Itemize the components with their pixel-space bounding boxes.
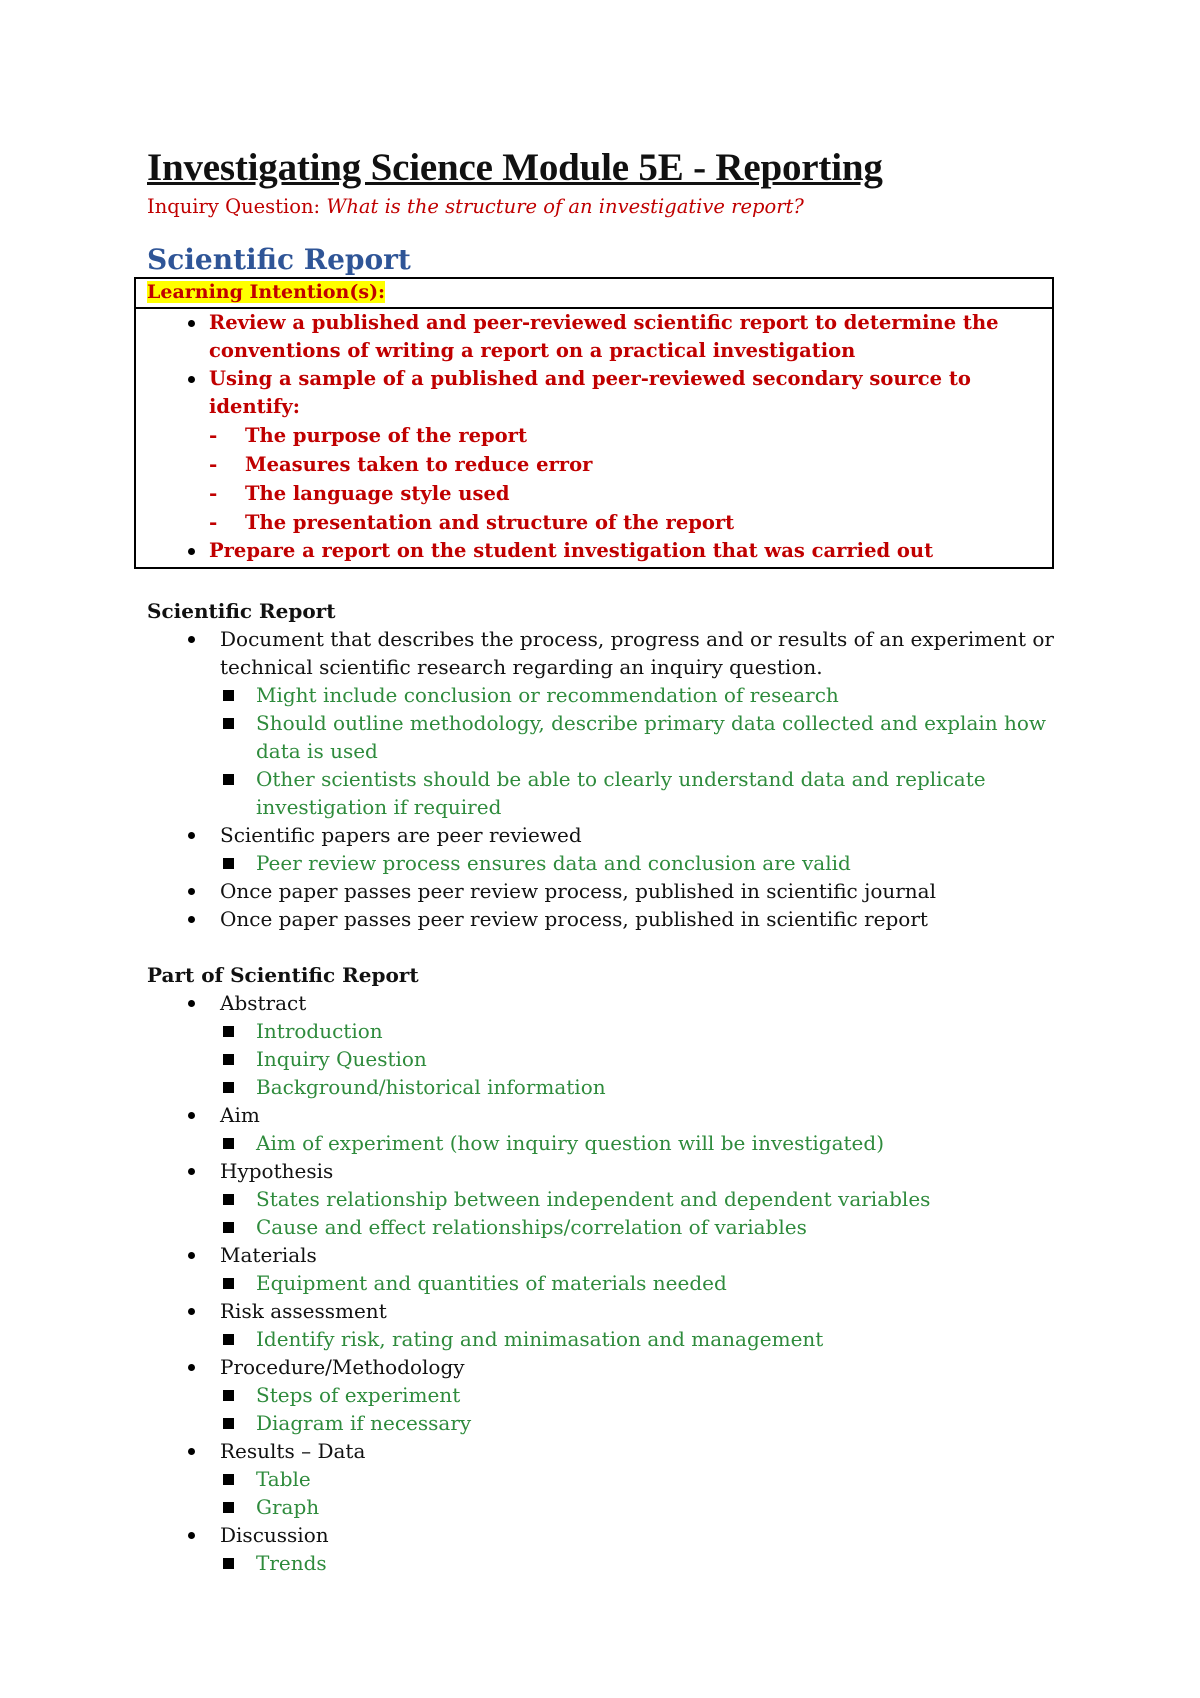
sub-list-item: Diagram if necessary — [220, 1409, 1057, 1437]
bullet-icon — [188, 1168, 195, 1175]
square-bullet-icon — [223, 690, 234, 701]
square-bullet-icon — [223, 1334, 234, 1345]
sub-list-item: Steps of experiment — [220, 1381, 1057, 1409]
square-bullet-icon — [223, 1222, 234, 1233]
scientific-report-heading: Scientific Report — [147, 598, 336, 623]
sub-list-item: Background/historical information — [220, 1073, 1057, 1101]
sub-list — [209, 421, 1052, 537]
sub-list — [220, 1465, 1057, 1521]
dash-icon: - — [209, 480, 218, 505]
sub-list-item: Peer review process ensures data and conclusion are valid — [220, 849, 1057, 877]
square-bullet-icon — [223, 718, 234, 729]
square-bullet-icon — [223, 1026, 234, 1037]
sub-list — [220, 1129, 1057, 1157]
parts-list — [147, 989, 1057, 1577]
list-item: Review a published and peer-reviewed scientific report to determine the conventions of writing a report on a practical investigation — [136, 309, 1052, 365]
sub-list-item: Aim of experiment (how inquiry question will be investigated) — [220, 1129, 1057, 1157]
sub-list-item: Inquiry Question — [220, 1045, 1057, 1073]
bullet-icon — [188, 832, 195, 839]
dash-icon: - — [209, 509, 218, 534]
section-heading: Scientific Report — [147, 243, 411, 277]
sub-list-item: - The purpose of the report — [209, 422, 527, 447]
sub-list-item: - The language style used — [209, 480, 510, 505]
list-item: Using a sample of a published and peer-reviewed secondary source to identify: - The purpose of the report - Measures taken to reduce error - The language style used - The presentation and structure of the report — [136, 365, 1052, 537]
square-bullet-icon — [223, 1278, 234, 1289]
square-bullet-icon — [223, 1138, 234, 1149]
square-bullet-icon — [223, 1558, 234, 1569]
sub-list-item: Table — [220, 1465, 1057, 1493]
sub-list — [220, 849, 1057, 877]
list-item: Discussion Trends — [147, 1521, 1057, 1577]
sub-list-item: Might include conclusion or recommendation of research — [220, 681, 1057, 709]
list-item: Risk assessment Identify risk, rating and minimasation and management — [147, 1297, 1057, 1353]
learning-intentions-heading: Learning Intention(s): — [147, 280, 386, 303]
scientific-report-list — [147, 625, 1057, 933]
square-bullet-icon — [223, 858, 234, 869]
sub-list-item: - The presentation and structure of the report — [209, 509, 735, 534]
square-bullet-icon — [223, 1082, 234, 1093]
sub-list — [220, 1017, 1057, 1101]
sub-list — [220, 1381, 1057, 1437]
document-page — [147, 148, 1057, 1577]
bullet-icon — [188, 1308, 195, 1315]
sub-list-item: States relationship between independent and dependent variables — [220, 1185, 1057, 1213]
bullet-icon — [188, 1364, 195, 1371]
list-item: Once paper passes peer review process, published in scientific report — [147, 905, 1057, 933]
sub-list-item: Other scientists should be able to clearly understand data and replicate investigation if required — [220, 765, 1057, 821]
sub-list-item: Equipment and quantities of materials needed — [220, 1269, 1057, 1297]
bullet-icon — [188, 376, 195, 383]
square-bullet-icon — [223, 1474, 234, 1485]
square-bullet-icon — [223, 774, 234, 785]
inquiry-question — [147, 195, 1057, 218]
list-item: Aim Aim of experiment (how inquiry question will be investigated) — [147, 1101, 1057, 1157]
list-item: Once paper passes peer review process, published in scientific journal — [147, 877, 1057, 905]
sub-list — [220, 1549, 1057, 1577]
learning-intentions-body — [136, 309, 1052, 567]
list-item: Procedure/Methodology Steps of experiment Diagram if necessary — [147, 1353, 1057, 1437]
bullet-icon — [188, 916, 195, 923]
square-bullet-icon — [223, 1502, 234, 1513]
sub-list-item: Trends — [220, 1549, 1057, 1577]
sub-list-item: Introduction — [220, 1017, 1057, 1045]
dash-icon: - — [209, 451, 218, 476]
learning-intentions-box — [134, 277, 1054, 569]
parts-heading: Part of Scientific Report — [147, 962, 419, 987]
inquiry-text: What is the structure of an investigative report? — [326, 194, 804, 218]
bullet-icon — [188, 1532, 195, 1539]
bullet-icon — [188, 1000, 195, 1007]
sub-list-item: - Measures taken to reduce error — [209, 451, 593, 476]
bullet-icon — [188, 636, 195, 643]
square-bullet-icon — [223, 1194, 234, 1205]
sub-list-item: Cause and effect relationships/correlation of variables — [220, 1213, 1057, 1241]
sub-list — [220, 1269, 1057, 1297]
sub-list — [220, 1185, 1057, 1241]
square-bullet-icon — [223, 1390, 234, 1401]
bullet-icon — [188, 548, 195, 555]
bullet-icon — [188, 888, 195, 895]
list-item: Abstract Introduction Inquiry Question Background/historical information — [147, 989, 1057, 1101]
bullet-icon — [188, 1112, 195, 1119]
learning-intentions-header — [136, 279, 1052, 309]
dash-icon: - — [209, 422, 218, 447]
list-item: Prepare a report on the student investigation that was carried out — [136, 537, 1052, 565]
bullet-icon — [188, 1448, 195, 1455]
sub-list — [220, 681, 1057, 821]
bullet-icon — [188, 320, 195, 327]
inquiry-label: Inquiry Question: — [147, 194, 327, 218]
square-bullet-icon — [223, 1418, 234, 1429]
list-item: Hypothesis States relationship between independent and dependent variables Cause and effect relationships/correlation of variables — [147, 1157, 1057, 1241]
sub-list-item: Graph — [220, 1493, 1057, 1521]
sub-list-item: Identify risk, rating and minimasation and management — [220, 1325, 1057, 1353]
list-item: Materials Equipment and quantities of materials needed — [147, 1241, 1057, 1297]
bullet-icon — [188, 1252, 195, 1259]
square-bullet-icon — [223, 1054, 234, 1065]
document-title: Investigating Science Module 5E - Reporting — [147, 146, 883, 189]
learning-intentions-list — [136, 309, 1052, 565]
list-item: Scientific papers are peer reviewed Peer review process ensures data and conclusion are valid — [147, 821, 1057, 877]
sub-list-item: Should outline methodology, describe primary data collected and explain how data is used — [220, 709, 1057, 765]
list-item: Results – Data Table Graph — [147, 1437, 1057, 1521]
sub-list — [220, 1325, 1057, 1353]
list-item: Document that describes the process, progress and or results of an experiment or technical scientific research regarding an inquiry question. Might include conclusion or recommendation of research Should outline methodology, describe primary data collected and explain how data is used Other scientists should be able to clearly understand data and replicate investigation if required — [147, 625, 1057, 821]
